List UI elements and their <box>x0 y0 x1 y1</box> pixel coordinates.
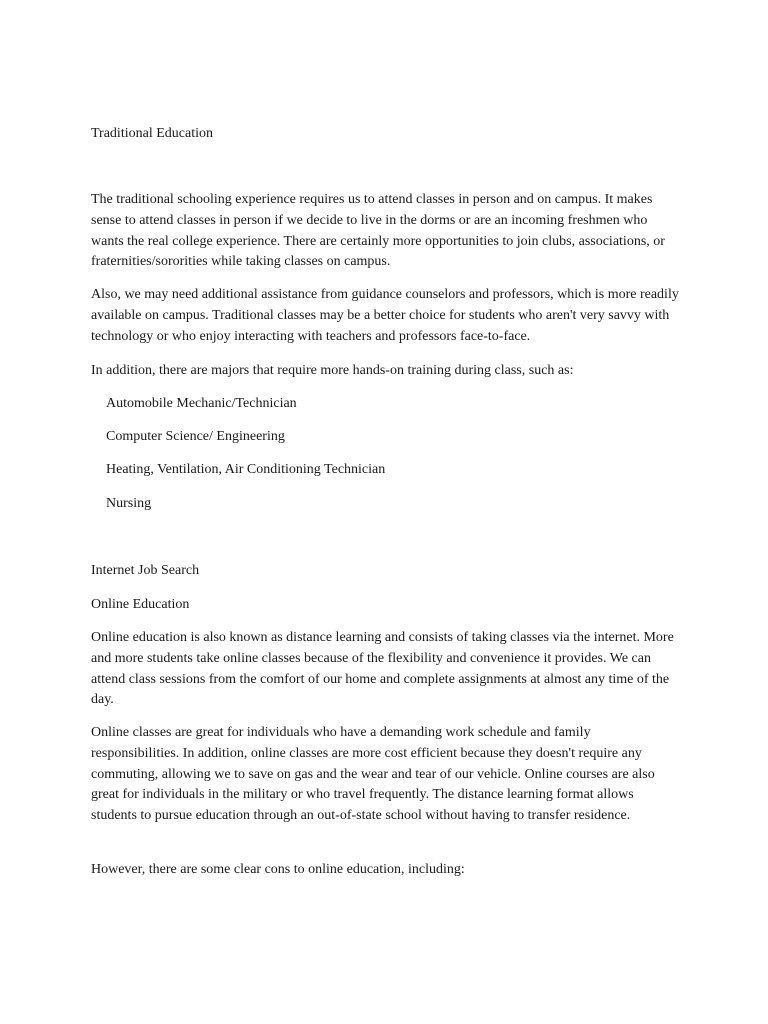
list-item-major: Heating, Ventilation, Air Conditioning Technician <box>106 462 386 477</box>
heading-internet-job-search: Internet Job Search <box>91 563 200 578</box>
list-item-major: Nursing <box>106 496 152 511</box>
paragraph-online-3: However, there are some clear cons to online education, including: <box>91 862 465 877</box>
heading-traditional-education: Traditional Education <box>91 126 213 141</box>
paragraph-online-1: Online education is also known as distance learning and consists of taking classes via the internet. More and more students take online classes because of the flexibility and convenience it provides. We can attend class sessions from the comfort of our home and complete assignments at almost any time of the day. <box>91 630 674 708</box>
heading-online-education: Online Education <box>91 597 190 612</box>
paragraph-traditional-1: The traditional schooling experience requires us to attend classes in person and on campus. It makes sense to attend classes in person if we decide to live in the dorms or are an incoming freshmen who wants the real college experience. There are certainly more opportunities to join clubs, associations, or fraternities/sororities while taking classes on campus. <box>91 192 665 270</box>
list-item-major: Computer Science/ Engineering <box>106 429 285 444</box>
paragraph-traditional-2: Also, we may need additional assistance from guidance counselors and professors, which is more readily available on campus. Traditional classes may be a better choice for students who aren't very savvy with technology or who enjoy interacting with teachers and professors face-to-face. <box>91 287 679 344</box>
paragraph-traditional-3: In addition, there are majors that require more hands-on training during class, such as: <box>91 363 574 378</box>
document-page <box>91 0 691 1024</box>
paragraph-online-2: Online classes are great for individuals who have a demanding work schedule and family responsibilities. In addition, online classes are more cost efficient because they doesn't require any commuting, allowing we to save on gas and the wear and tear of our vehicle. Online courses are also great for individuals in the military or who travel frequently. The distance learning format allows students to pursue education through an out-of-state school without having to transfer residence. <box>91 725 655 824</box>
list-item-major: Automobile Mechanic/Technician <box>106 396 297 411</box>
